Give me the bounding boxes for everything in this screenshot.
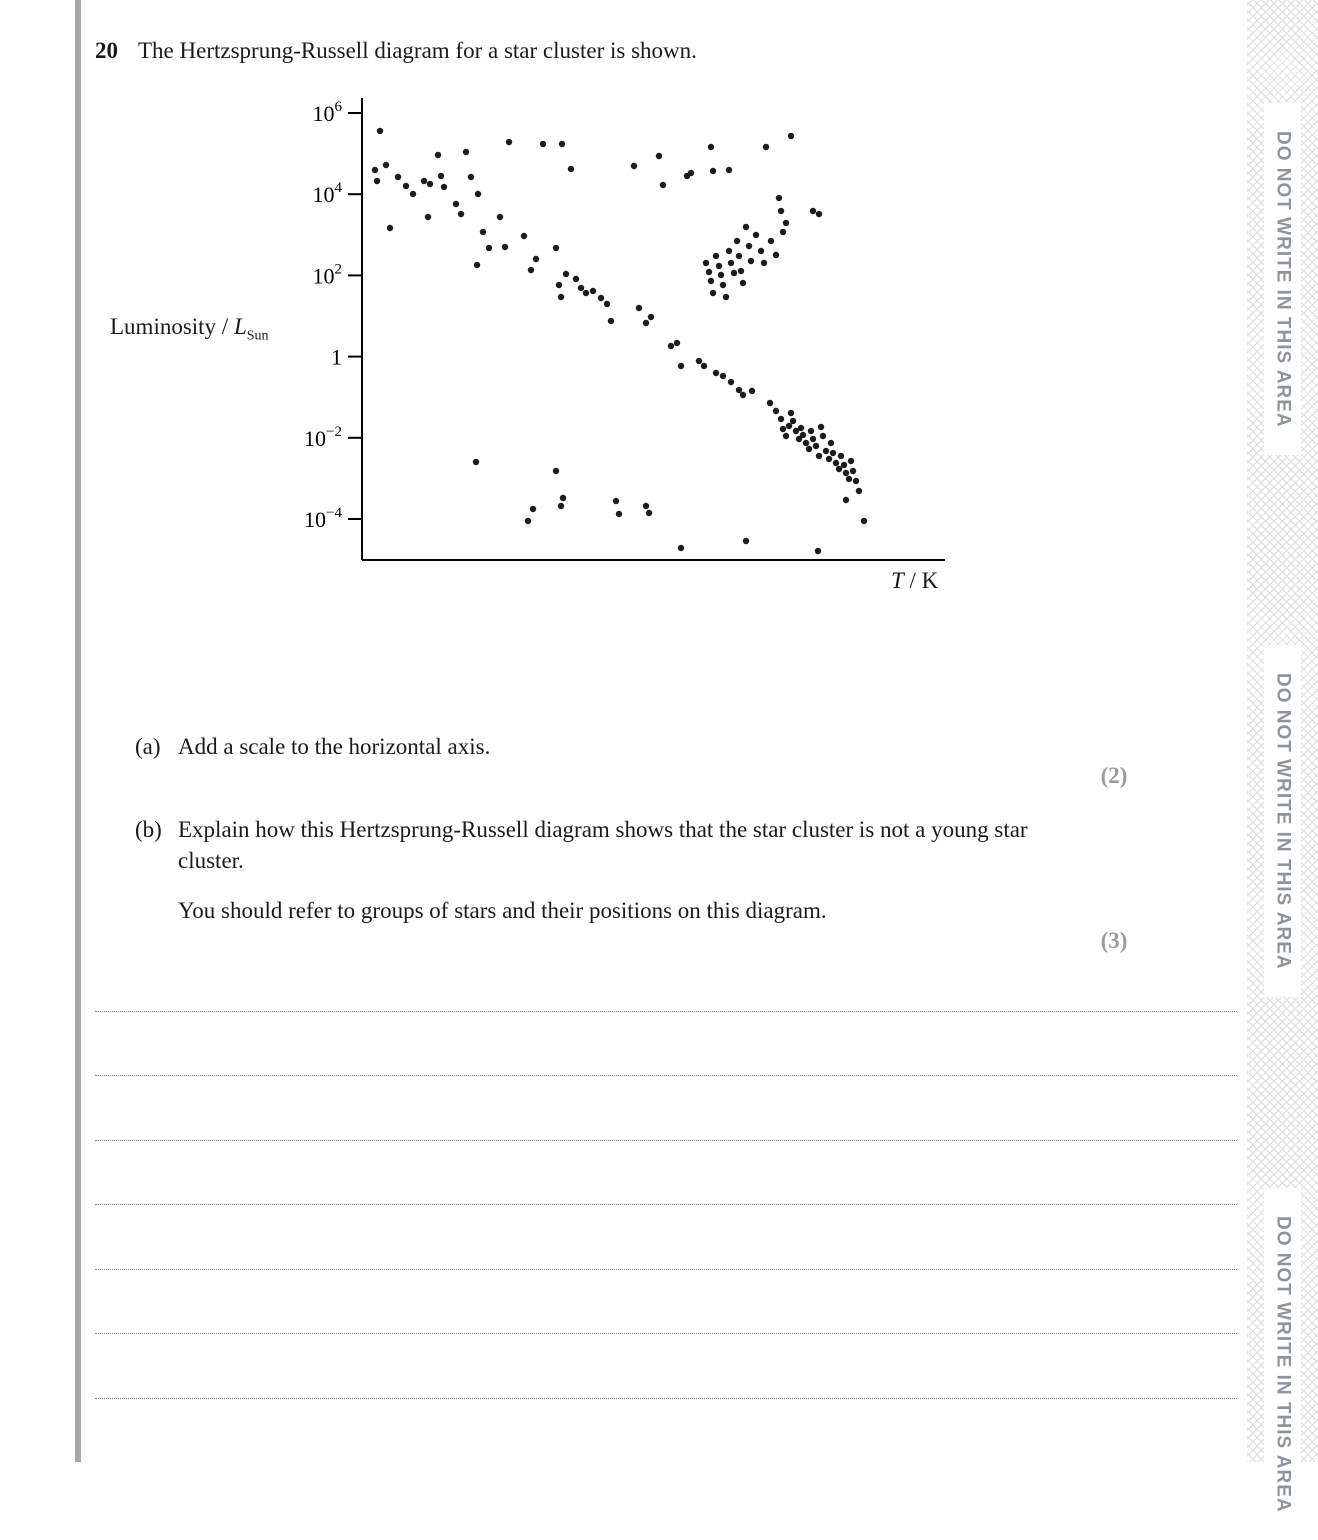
star-point xyxy=(773,252,779,258)
star-point xyxy=(583,290,589,296)
star-point xyxy=(728,379,734,385)
star-point xyxy=(474,262,480,268)
star-point xyxy=(713,253,719,259)
star-point xyxy=(736,387,742,393)
star-point xyxy=(668,343,674,349)
star-point xyxy=(463,149,469,155)
star-point xyxy=(749,388,755,394)
part-a-text: Add a scale to the horizontal axis. xyxy=(178,734,491,759)
star-point xyxy=(726,248,732,254)
part-b-label: (b) xyxy=(135,817,162,842)
star-point xyxy=(813,443,819,449)
star-point xyxy=(441,184,447,190)
part-a-label: (a) xyxy=(135,734,161,759)
star-point xyxy=(753,232,759,238)
x-axis-label-suffix: / K xyxy=(903,568,939,593)
answer-line[interactable] xyxy=(95,1334,1237,1399)
star-point xyxy=(850,468,856,474)
star-point xyxy=(780,426,786,432)
star-point xyxy=(568,166,574,172)
do-not-write-margin xyxy=(1247,0,1318,1513)
star-point xyxy=(790,418,796,424)
part-b-note: You should refer to groups of stars and their positions on this diagram. xyxy=(178,898,827,923)
star-point xyxy=(703,260,709,266)
star-point xyxy=(646,510,652,516)
star-point xyxy=(716,263,722,269)
question-number: 20 xyxy=(95,38,118,63)
star-point xyxy=(810,208,816,214)
star-point xyxy=(710,290,716,296)
answer-line[interactable] xyxy=(95,1270,1237,1335)
star-point xyxy=(660,182,666,188)
star-point xyxy=(553,245,559,251)
star-point xyxy=(768,238,774,244)
star-point xyxy=(776,195,782,201)
star-point xyxy=(853,478,859,484)
y-axis-label xyxy=(110,314,269,345)
star-point xyxy=(560,495,566,501)
star-point xyxy=(678,545,684,551)
star-point xyxy=(558,503,564,509)
star-point xyxy=(736,253,742,259)
star-point xyxy=(718,272,724,278)
star-point xyxy=(836,466,842,472)
star-point xyxy=(803,440,809,446)
star-point xyxy=(738,268,744,274)
star-point xyxy=(553,468,559,474)
answer-line[interactable] xyxy=(95,1012,1237,1077)
star-point xyxy=(573,276,579,282)
star-point xyxy=(374,178,380,184)
star-point xyxy=(613,498,619,504)
star-point xyxy=(598,295,604,301)
star-point xyxy=(486,245,492,251)
star-point xyxy=(395,174,401,180)
star-point xyxy=(783,433,789,439)
star-point xyxy=(734,238,740,244)
star-point xyxy=(743,224,749,230)
star-point xyxy=(578,285,584,291)
star-point xyxy=(563,271,569,277)
star-point xyxy=(458,211,464,217)
star-point xyxy=(780,229,786,235)
star-point xyxy=(643,320,649,326)
part-b-text: Explain how this Hertzsprung-Russell diagram shows that the star cluster is not a young star cluster. xyxy=(178,817,1028,873)
star-point xyxy=(823,448,829,454)
star-point xyxy=(743,538,749,544)
star-point xyxy=(438,173,444,179)
star-point xyxy=(616,511,622,517)
question-part-b xyxy=(135,814,1053,876)
star-point xyxy=(843,497,849,503)
star-point xyxy=(720,282,726,288)
star-point xyxy=(788,410,794,416)
star-point xyxy=(403,183,409,189)
star-point xyxy=(740,392,746,398)
star-point xyxy=(473,459,479,465)
star-point xyxy=(608,318,614,324)
star-point xyxy=(731,270,737,276)
star-point xyxy=(767,400,773,406)
star-point xyxy=(778,208,784,214)
star-point xyxy=(798,425,804,431)
star-point xyxy=(861,518,867,524)
x-axis-label-symbol: T xyxy=(891,568,904,593)
star-point xyxy=(506,139,512,145)
star-point xyxy=(643,503,649,509)
star-point xyxy=(818,424,824,430)
y-tick-label: $10^4$ xyxy=(312,180,342,208)
star-point xyxy=(740,280,746,286)
star-point xyxy=(425,214,431,220)
star-point xyxy=(830,450,836,456)
star-point xyxy=(706,269,712,275)
y-tick-label: $10^{-4}$ xyxy=(304,505,342,532)
star-point xyxy=(688,170,694,176)
star-point xyxy=(372,167,378,173)
star-point xyxy=(713,370,719,376)
star-point xyxy=(530,506,536,512)
star-point xyxy=(778,416,784,422)
star-point xyxy=(533,256,539,262)
star-point xyxy=(648,314,654,320)
star-point xyxy=(502,244,508,250)
answer-line[interactable] xyxy=(95,1205,1237,1270)
star-point xyxy=(435,152,441,158)
star-point xyxy=(815,548,821,554)
star-point xyxy=(421,178,427,184)
do-not-write-text: DO NOT WRITE IN THIS AREA xyxy=(1272,672,1294,970)
star-point xyxy=(826,456,832,462)
star-point xyxy=(728,260,734,266)
star-point xyxy=(558,294,564,300)
star-point xyxy=(556,282,562,288)
do-not-write-label xyxy=(1264,1188,1301,1540)
star-point xyxy=(540,141,546,147)
star-point xyxy=(696,358,702,364)
star-point xyxy=(674,340,680,346)
star-point xyxy=(604,301,610,307)
star-point xyxy=(521,233,527,239)
do-not-write-label xyxy=(1264,103,1301,455)
answer-line[interactable] xyxy=(95,1076,1237,1141)
star-point xyxy=(786,423,792,429)
star-point xyxy=(846,476,852,482)
star-point xyxy=(808,428,814,434)
star-point xyxy=(841,462,847,468)
hr-diagram xyxy=(282,92,952,597)
star-point xyxy=(559,141,565,147)
star-point xyxy=(453,201,459,207)
star-point xyxy=(800,432,806,438)
star-point xyxy=(387,225,393,231)
star-point xyxy=(820,433,826,439)
answer-line[interactable] xyxy=(95,1141,1237,1206)
star-point xyxy=(480,229,486,235)
star-point xyxy=(783,220,789,226)
star-point xyxy=(746,243,752,249)
star-point xyxy=(468,174,474,180)
star-point xyxy=(758,248,764,254)
do-not-write-text: DO NOT WRITE IN THIS AREA xyxy=(1272,130,1294,428)
star-point xyxy=(788,133,794,139)
star-point xyxy=(810,436,816,442)
star-point xyxy=(708,144,714,150)
star-point xyxy=(761,260,767,266)
y-tick-label: 1 xyxy=(331,344,342,370)
star-point xyxy=(816,211,822,217)
star-point xyxy=(833,460,839,466)
star-point xyxy=(773,408,779,414)
star-point xyxy=(723,294,729,300)
y-tick-label: $10^{-2}$ xyxy=(304,423,342,451)
star-point xyxy=(475,191,481,197)
star-point xyxy=(590,288,596,294)
star-point xyxy=(806,446,812,452)
y-axis-label-prefix: Luminosity / xyxy=(110,314,234,339)
x-axis-label xyxy=(891,568,938,594)
star-point xyxy=(678,363,684,369)
star-point xyxy=(720,373,726,379)
part-b-marks: (3) xyxy=(1100,928,1128,953)
star-point xyxy=(748,258,754,264)
do-not-write-label xyxy=(1264,645,1301,997)
star-point xyxy=(497,214,503,220)
star-point xyxy=(701,363,707,369)
part-a-marks: (2) xyxy=(1100,763,1128,788)
answer-lines xyxy=(95,947,1237,1399)
do-not-write-text: DO NOT WRITE IN THIS AREA xyxy=(1272,1215,1294,1513)
star-point xyxy=(843,470,849,476)
star-point xyxy=(816,453,822,459)
star-point xyxy=(528,267,534,273)
y-tick-label: $10^2$ xyxy=(312,261,342,289)
star-point xyxy=(726,167,732,173)
star-point xyxy=(856,488,862,494)
star-point xyxy=(410,191,416,197)
star-point xyxy=(708,278,714,284)
star-point xyxy=(763,144,769,150)
star-point xyxy=(710,168,716,174)
y-axis-label-symbol: L xyxy=(233,314,247,339)
star-point xyxy=(848,458,854,464)
star-point xyxy=(383,162,389,168)
star-point xyxy=(525,518,531,524)
y-tick-label: $10^6$ xyxy=(312,99,342,126)
star-point xyxy=(377,128,383,134)
star-point xyxy=(828,440,834,446)
question-header xyxy=(95,38,697,64)
question-part-a xyxy=(135,731,490,762)
page-left-rule xyxy=(75,0,81,1462)
star-point xyxy=(631,163,637,169)
star-point xyxy=(427,181,433,187)
star-point xyxy=(838,453,844,459)
star-point xyxy=(656,153,662,159)
question-intro: The Hertzsprung-Russell diagram for a star cluster is shown. xyxy=(138,38,697,63)
star-point xyxy=(636,305,642,311)
y-axis-label-subscript: Sun xyxy=(246,328,269,344)
answer-line[interactable] xyxy=(95,947,1237,1012)
